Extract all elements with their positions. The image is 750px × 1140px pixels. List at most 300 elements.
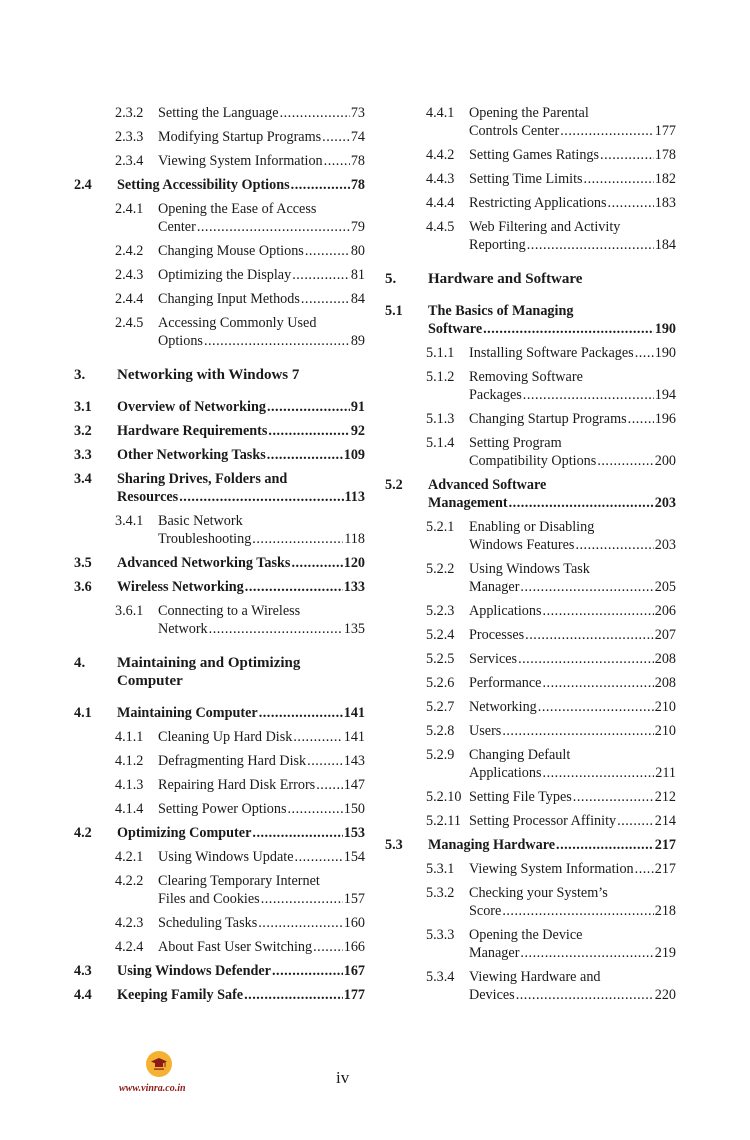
toc-page-number: 217	[654, 861, 676, 877]
toc-entry-number: 4.2.2	[115, 873, 144, 889]
toc-entry	[385, 476, 676, 512]
toc-entry-title: Packages	[469, 387, 522, 403]
toc-entry-title: Connecting to a Wireless	[158, 603, 301, 619]
toc-entry	[74, 752, 365, 770]
toc-entry-number: 2.4.5	[115, 315, 144, 331]
toc-entry-number: 5.1.3	[426, 411, 455, 427]
toc-entry	[74, 914, 365, 932]
toc-entry-title: Changing Default	[469, 747, 571, 763]
dot-leader	[556, 836, 654, 854]
toc-entry-title: Score	[469, 903, 502, 919]
toc-entry	[74, 200, 365, 236]
toc-entry	[74, 986, 365, 1004]
toc-entry-number: 5.2.9	[426, 747, 455, 763]
toc-entry-title: Setting Power Options	[158, 801, 287, 817]
toc-entry	[385, 518, 676, 554]
toc-page-number: 178	[654, 147, 676, 163]
toc-entry-number: 4.4.3	[426, 171, 455, 187]
toc-page-number: 212	[654, 789, 676, 805]
toc-entry-number: 3.3	[74, 447, 92, 463]
toc-entry	[385, 410, 676, 428]
toc-entry	[385, 836, 676, 854]
publisher-url[interactable]: www.vinra.co.in	[119, 1083, 186, 1094]
dot-leader	[635, 344, 654, 362]
toc-entry-number: 5.3.3	[426, 927, 455, 943]
dot-leader	[600, 146, 654, 164]
dot-leader	[179, 488, 343, 506]
toc-entry-number: 4.4.4	[426, 195, 455, 211]
toc-entry-number: 2.4.1	[115, 201, 144, 217]
toc-entry-number: 5.2	[385, 477, 403, 493]
toc-entry	[74, 848, 365, 866]
toc-page-number: 196	[654, 411, 676, 427]
dot-leader	[509, 494, 654, 512]
dot-leader	[307, 752, 343, 770]
toc-entry-number: 4.	[74, 655, 86, 671]
dot-leader	[635, 860, 654, 878]
toc-entry-title: Options	[158, 333, 203, 349]
toc-entry-title: Opening the Parental	[469, 105, 589, 121]
dot-leader	[525, 626, 654, 644]
toc-page-number: 218	[654, 903, 676, 919]
toc-entry-title: Changing Input Methods	[158, 291, 300, 307]
dot-leader	[523, 386, 654, 404]
toc-entry-title: Hardware Requirements	[117, 423, 268, 439]
toc-entry-title: Computer	[117, 673, 183, 689]
toc-entry	[385, 146, 676, 164]
toc-entry-number: 2.3.3	[115, 129, 144, 145]
toc-page-number: 141	[343, 729, 365, 745]
dot-leader	[245, 578, 343, 596]
toc-page-number: 166	[343, 939, 365, 955]
page-number: iv	[336, 1068, 350, 1087]
dot-leader	[520, 578, 653, 596]
toc-entry-title: Manager	[469, 945, 520, 961]
toc-entry-number: 3.4	[74, 471, 92, 487]
toc-entry-title: Opening the Device	[469, 927, 583, 943]
toc-entry-title: Optimizing the Display	[158, 267, 292, 283]
toc-entry-title: Cleaning Up Hard Disk	[158, 729, 293, 745]
toc-page-number: 154	[343, 849, 365, 865]
toc-page-number: 81	[350, 267, 365, 283]
toc-entry-number: 5.2.10	[426, 789, 462, 805]
toc-entry-title: Performance	[469, 675, 542, 691]
toc-entry-number: 4.3	[74, 963, 92, 979]
dot-leader	[516, 986, 654, 1004]
dot-leader	[291, 176, 350, 194]
toc-entry	[385, 434, 676, 470]
toc-entry-number: 2.4	[74, 177, 92, 193]
toc-entry-title: Reporting	[469, 237, 526, 253]
toc-entry-number: 4.2.1	[115, 849, 144, 865]
dot-leader	[252, 824, 342, 842]
dot-leader	[261, 890, 343, 908]
toc-entry	[385, 650, 676, 668]
toc-entry-title: Users	[469, 723, 502, 739]
toc-entry-number: 5.2.2	[426, 561, 455, 577]
toc-page-number: 217	[654, 837, 676, 853]
dot-leader	[543, 602, 654, 620]
publisher-logo	[146, 1051, 172, 1077]
dot-leader	[617, 812, 654, 830]
dot-leader	[267, 398, 350, 416]
toc-page-number: 78	[350, 153, 365, 169]
toc-entry-number: 4.4.1	[426, 105, 455, 121]
toc-entry	[74, 104, 365, 122]
toc-entry-number: 4.1.3	[115, 777, 144, 793]
toc-entry	[74, 512, 365, 548]
toc-entry-title: Maintaining Computer	[117, 705, 258, 721]
toc-page-number: 135	[343, 621, 365, 637]
toc-entry-title: Setting Processor Affinity	[469, 813, 617, 829]
toc-entry-title: Clearing Temporary Internet	[158, 873, 320, 889]
toc-entry-title: Setting Time Limits	[469, 171, 583, 187]
toc-entry-title: Network	[158, 621, 208, 637]
toc-entry-number: 4.4.2	[426, 147, 455, 163]
toc-page-number: 190	[654, 345, 676, 361]
toc-entry-number: 4.2.3	[115, 915, 144, 931]
toc-entry-number: 3.6.1	[115, 603, 144, 619]
toc-page-number: 84	[350, 291, 365, 307]
toc-entry	[74, 602, 365, 638]
toc-entry-number: 5.2.4	[426, 627, 455, 643]
toc-page-number: 214	[654, 813, 676, 829]
toc-entry-title: Managing Hardware	[428, 837, 556, 853]
toc-entry-title: Setting Games Ratings	[469, 147, 600, 163]
dot-leader	[322, 128, 350, 146]
toc-entry	[385, 194, 676, 212]
toc-entry-title: Management	[428, 495, 508, 511]
toc-entry-title: Using Windows Defender	[117, 963, 271, 979]
toc-entry	[385, 344, 676, 362]
toc-chapter-heading	[74, 366, 365, 384]
toc-entry-number: 5.2.7	[426, 699, 455, 715]
toc-page-number: 78	[350, 177, 365, 193]
toc-entry	[385, 698, 676, 716]
dot-leader	[259, 704, 343, 722]
toc-entry-title: Maintaining and Optimizing	[117, 655, 301, 671]
toc-entry	[74, 446, 365, 464]
toc-entry-title: Networking with Windows 7	[117, 367, 300, 383]
toc-entry-title: Windows Features	[469, 537, 575, 553]
toc-entry-title: Advanced Software	[428, 477, 547, 493]
toc-entry	[385, 368, 676, 404]
toc-page-number: 194	[654, 387, 676, 403]
dot-leader	[197, 218, 350, 236]
dot-leader	[313, 938, 343, 956]
toc-entry-title: Enabling or Disabling	[469, 519, 595, 535]
graduation-cap-icon	[151, 1057, 167, 1071]
toc-entry-title: Setting File Types	[469, 789, 572, 805]
toc-page-number: 203	[654, 537, 676, 553]
toc-entry	[385, 170, 676, 188]
dot-leader	[518, 650, 654, 668]
toc-entry-title: Software	[428, 321, 483, 337]
dot-leader	[316, 776, 343, 794]
toc-entry-title: Hardware and Software	[428, 271, 583, 287]
toc-page-number: 177	[654, 123, 676, 139]
toc-entry-title: Opening the Ease of Access	[158, 201, 317, 217]
toc-page-number: 203	[654, 495, 676, 511]
toc-page-number: 80	[350, 243, 365, 259]
toc-page-number: 113	[344, 489, 365, 505]
toc-page-number: 183	[654, 195, 676, 211]
dot-leader	[291, 554, 342, 572]
toc-entry-number: 4.2.4	[115, 939, 144, 955]
toc-entry	[74, 554, 365, 572]
toc-entry	[385, 968, 676, 1004]
dot-leader	[258, 914, 342, 932]
toc-entry-number: 5.3.2	[426, 885, 455, 901]
toc-chapter-heading	[385, 270, 676, 288]
toc-entry-title: Removing Software	[469, 369, 583, 385]
toc-entry-title: Setting Accessibility Options	[117, 177, 290, 193]
toc-entry-title: Changing Startup Programs	[469, 411, 627, 427]
dot-leader	[252, 530, 343, 548]
toc-page-number: 157	[343, 891, 365, 907]
toc-entry	[74, 776, 365, 794]
dot-leader	[575, 536, 653, 554]
toc-entry-number: 3.1	[74, 399, 92, 415]
dot-leader	[543, 764, 655, 782]
toc-entry-title: Services	[469, 651, 518, 667]
toc-entry-number: 5.1.2	[426, 369, 455, 385]
toc-entry-number: 5.2.3	[426, 603, 455, 619]
toc-entry-title: Basic Network	[158, 513, 243, 529]
toc-entry-number: 4.1.4	[115, 801, 144, 817]
toc-entry-number: 4.1.1	[115, 729, 144, 745]
toc-entry-number: 3.	[74, 367, 86, 383]
toc-entry	[385, 626, 676, 644]
toc-entry-title: Manager	[469, 579, 520, 595]
toc-entry	[385, 722, 676, 740]
dot-leader	[527, 236, 654, 254]
toc-entry	[74, 128, 365, 146]
toc-page-number: 206	[654, 603, 676, 619]
toc-page-number: 211	[655, 765, 676, 781]
dot-leader	[305, 242, 350, 260]
toc-entry-title: Devices	[469, 987, 515, 1003]
toc-page-number: 184	[654, 237, 676, 253]
dot-leader	[542, 674, 653, 692]
toc-entry-title: Defragmenting Hard Disk	[158, 753, 307, 769]
toc-page-number: 79	[350, 219, 365, 235]
dot-leader	[244, 986, 343, 1004]
toc-page-number: 219	[654, 945, 676, 961]
toc-entry-title: Optimizing Computer	[117, 825, 252, 841]
toc-entry-title: Using Windows Update	[158, 849, 294, 865]
toc-entry-title: The Basics of Managing	[428, 303, 574, 319]
toc-entry	[385, 104, 676, 140]
toc-entry-title: Other Networking Tasks	[117, 447, 266, 463]
toc-page-number: 74	[350, 129, 365, 145]
toc-entry-number: 3.2	[74, 423, 92, 439]
toc-entry	[74, 938, 365, 956]
dot-leader	[502, 902, 653, 920]
toc-entry-title: Center	[158, 219, 196, 235]
toc-page-number: 91	[350, 399, 365, 415]
dot-leader	[560, 122, 653, 140]
toc-page-number: 143	[343, 753, 365, 769]
toc-entry-title: Keeping Family Safe	[117, 987, 244, 1003]
dot-leader	[268, 422, 349, 440]
toc-entry-title: Web Filtering and Activity	[469, 219, 621, 235]
toc-page-number: 167	[343, 963, 365, 979]
toc-page-number: 208	[654, 675, 676, 691]
toc-entry-number: 5.1	[385, 303, 403, 319]
toc-entry-number: 5.1.1	[426, 345, 455, 361]
toc-page-number: 92	[350, 423, 365, 439]
toc-page-number: 190	[654, 321, 676, 337]
toc-entry-title: Advanced Networking Tasks	[117, 555, 291, 571]
toc-entry-title: Using Windows Task	[469, 561, 590, 577]
toc-page-number: 153	[343, 825, 365, 841]
toc-page-number: 89	[350, 333, 365, 349]
toc-page-number: 220	[654, 987, 676, 1003]
toc-entry-title: Viewing System Information	[469, 861, 634, 877]
dot-leader	[287, 800, 342, 818]
toc-entry-number: 4.4	[74, 987, 92, 1003]
toc-entry-number: 5.	[385, 271, 397, 287]
toc-entry	[385, 788, 676, 806]
toc-entry	[74, 470, 365, 506]
dot-leader	[301, 290, 350, 308]
toc-page-number: 208	[654, 651, 676, 667]
dot-leader	[292, 266, 350, 284]
toc-entry-title: Setting Program	[469, 435, 562, 451]
toc-entry	[385, 560, 676, 596]
toc-entry	[74, 266, 365, 284]
toc-entry-title: Controls Center	[469, 123, 560, 139]
toc-page-number: 120	[343, 555, 365, 571]
toc-page-number: 205	[654, 579, 676, 595]
toc-page-number: 118	[344, 531, 365, 547]
toc-entry-title: Compatibility Options	[469, 453, 597, 469]
dot-leader	[280, 104, 350, 122]
toc-entry-title: Overview of Networking	[117, 399, 266, 415]
toc-entry-title: Processes	[469, 627, 525, 643]
toc-entry-title: Applications	[469, 765, 542, 781]
toc-entry	[74, 962, 365, 980]
toc-entry	[385, 218, 676, 254]
toc-page-number: 133	[343, 579, 365, 595]
toc-page-number: 207	[654, 627, 676, 643]
toc-entry-number: 4.4.5	[426, 219, 455, 235]
toc-entry-number: 3.5	[74, 555, 92, 571]
toc-page-number: 200	[654, 453, 676, 469]
toc-entry-number: 3.4.1	[115, 513, 144, 529]
dot-leader	[204, 332, 350, 350]
dot-leader	[324, 152, 350, 170]
toc-entry-title: Resources	[117, 489, 179, 505]
toc-entry	[74, 152, 365, 170]
dot-leader	[628, 410, 654, 428]
toc-entry-title: Networking	[469, 699, 537, 715]
dot-leader	[597, 452, 653, 470]
toc-entry	[385, 884, 676, 920]
dot-leader	[483, 320, 654, 338]
toc-page-number: 147	[343, 777, 365, 793]
toc-page-number: 160	[343, 915, 365, 931]
toc-entry	[74, 398, 365, 416]
dot-leader	[520, 944, 653, 962]
toc-entry-number: 4.1.2	[115, 753, 144, 769]
toc-entry-number: 2.4.2	[115, 243, 144, 259]
toc-entry-title: Accessing Commonly Used	[158, 315, 317, 331]
toc-entry-title: Troubleshooting	[158, 531, 252, 547]
toc-entry-number: 2.4.3	[115, 267, 144, 283]
dot-leader	[295, 848, 343, 866]
toc-page-number: 141	[343, 705, 365, 721]
toc-entry-title: About Fast User Switching	[158, 939, 313, 955]
toc-left-column	[74, 104, 365, 1010]
toc-entry-title: Scheduling Tasks	[158, 915, 258, 931]
toc-entry-number: 5.2.8	[426, 723, 455, 739]
toc-entry-number: 5.3.4	[426, 969, 455, 985]
toc-entry-number: 5.2.6	[426, 675, 455, 691]
toc-entry	[385, 302, 676, 338]
dot-leader	[209, 620, 343, 638]
toc-entry-number: 5.2.1	[426, 519, 455, 535]
toc-entry	[74, 422, 365, 440]
toc-entry	[74, 314, 365, 350]
toc-page-number: 210	[654, 699, 676, 715]
toc-entry-title: Applications	[469, 603, 542, 619]
toc-entry-title: Restricting Applications	[469, 195, 607, 211]
toc-entry-number: 2.3.2	[115, 105, 144, 121]
toc-entry-title: Sharing Drives, Folders and	[117, 471, 288, 487]
toc-entry	[385, 746, 676, 782]
toc-entry-number: 5.2.11	[426, 813, 461, 829]
toc-entry-number: 5.3.1	[426, 861, 455, 877]
toc-entry-number: 4.1	[74, 705, 92, 721]
toc-entry-title: Setting the Language	[158, 105, 279, 121]
toc-entry	[74, 242, 365, 260]
toc-entry	[385, 860, 676, 878]
toc-entry-title: Viewing Hardware and	[469, 969, 601, 985]
toc-right-column	[385, 104, 676, 1010]
toc-page-number: 109	[343, 447, 365, 463]
toc-entry	[385, 926, 676, 962]
toc-entry-title: Changing Mouse Options	[158, 243, 304, 259]
toc-entry	[74, 800, 365, 818]
dot-leader	[293, 728, 342, 746]
dot-leader	[502, 722, 653, 740]
toc-page-number: 150	[343, 801, 365, 817]
toc-entry-title: Modifying Startup Programs	[158, 129, 322, 145]
toc-entry	[385, 602, 676, 620]
dot-leader	[267, 446, 343, 464]
dot-leader	[272, 962, 343, 980]
toc-entry-number: 5.3	[385, 837, 403, 853]
toc-entry-number: 2.4.4	[115, 291, 144, 307]
toc-entry-number: 3.6	[74, 579, 92, 595]
toc-entry	[74, 704, 365, 722]
dot-leader	[608, 194, 654, 212]
toc-entry	[74, 872, 365, 908]
dot-leader	[573, 788, 654, 806]
toc-chapter-heading	[74, 654, 365, 690]
toc-entry-title: Installing Software Packages	[469, 345, 634, 361]
toc-entry	[385, 812, 676, 830]
toc-entry	[74, 176, 365, 194]
dot-leader	[584, 170, 654, 188]
toc-entry-title: Files and Cookies	[158, 891, 260, 907]
toc-entry-title: Viewing System Information	[158, 153, 323, 169]
toc-page-number: 177	[343, 987, 365, 1003]
toc-entry	[74, 728, 365, 746]
toc-entry-title: Repairing Hard Disk Errors	[158, 777, 316, 793]
